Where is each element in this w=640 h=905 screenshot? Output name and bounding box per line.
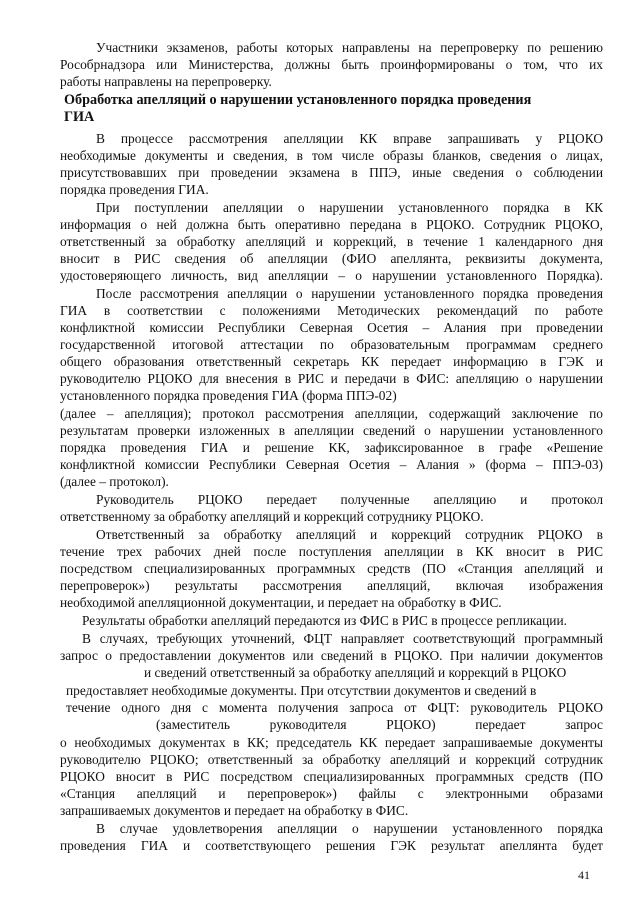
text-line: Руководитель РЦОКО передает полученные апелляцию и протокол xyxy=(96,492,603,507)
text-line: (далее – апелляция); протокол рассмотрения апелляции, содержащий заключение по xyxy=(60,406,603,421)
text-line: ответственному за обработку апелляций и коррекций сотруднику РЦОКО. xyxy=(60,509,484,524)
text-line: конфликтной комиссии Республики Северная Осетия – Алания при проведении xyxy=(60,320,603,335)
text-line: течение одного дня с момента получения запроса от ФЦТ: руководитель РЦОКО xyxy=(66,700,603,715)
text-line: В случае удовлетворения апелляции о нарушении установленного порядка xyxy=(96,821,603,836)
text-line: установленного порядка проведения ГИА (форма ППЭ-02) xyxy=(60,388,397,403)
text-line: В процессе рассмотрения апелляции КК вправе запрашивать у РЦОКО xyxy=(96,131,603,146)
section-heading-line: Обработка апелляций о нарушении установленного порядка проведения xyxy=(64,92,532,108)
text-line: РЦОКО вносит в РИС посредством специализированных программных средств (ПО xyxy=(60,769,603,784)
text-line: работы направлены на перепроверку. xyxy=(60,74,272,89)
text-line: руководителю РЦОКО; ответственный за обработку апелляций и коррекций сотрудник xyxy=(60,752,603,767)
text-line: посредством специализированных программных средств (ПО «Станция апелляций и xyxy=(60,561,603,576)
text-line: Рособрнадзора или Министерства, должны быть проинформированы о том, что их xyxy=(60,57,603,72)
text-line: (далее – протокол). xyxy=(60,474,169,489)
text-line: (заместитель руководителя РЦОКО) передает запрос xyxy=(156,717,603,732)
text-line: информация о ней должна быть оперативно передана в РЦОКО. Сотрудник РЦОКО, xyxy=(60,217,603,232)
text-line: государственной итоговой аттестации по образовательным программам среднего xyxy=(60,337,603,352)
text-line: о необходимых документах в КК; председатель КК передает запрашиваемые документы xyxy=(60,735,603,750)
page-number: 41 xyxy=(578,868,590,882)
text-line: общего образования ответственный секретарь КК передает информацию в ГЭК и xyxy=(60,354,603,369)
section-heading-line: ГИА xyxy=(64,109,95,125)
text-line: и сведений ответственный за обработку апелляций и коррекций в РЦОКО xyxy=(144,665,567,680)
text-line: необходимой апелляционной документации, и передает на обработку в ФИС. xyxy=(60,595,502,610)
text-line: запрашиваемых документов и передает на обработку в ФИС. xyxy=(60,803,409,818)
text-line: порядка проведения ГИА. xyxy=(60,182,209,197)
text-line: результатам проверки изложенных в апелляции сведений о нарушении установленного xyxy=(60,423,603,438)
text-line: руководителю РЦОКО для внесения в РИС и передачи в ФИС: апелляцию о нарушении xyxy=(60,371,603,386)
text-line: удостоверяющего личность, вид апелляции – о нарушении установленного Порядка). xyxy=(60,268,603,283)
text-line: ГИА в соответствии с положениями Методических рекомендаций по работе xyxy=(60,303,603,318)
text-line: конфликтной комиссии Республики Северная Осетия – Алания » (форма – ППЭ-03) xyxy=(60,457,603,472)
text-line: присутствовавших при проведении экзамена в ППЭ, иные сведения о соблюдении xyxy=(60,165,603,180)
text-line: Результаты обработки апелляций передаются из ФИС в РИС в процессе репликации. xyxy=(82,613,567,628)
text-line: порядка проведения ГИА и решение КК, зафиксированное в графе «Решение xyxy=(60,440,603,455)
text-line: «Станция апелляций и перепроверок») файлы с электронными образами xyxy=(60,786,603,801)
text-line: проведения ГИА и соответствующего решения ГЭК результат апеллянта будет xyxy=(60,838,603,853)
text-line: В случаях, требующих уточнений, ФЦТ направляет соответствующий программный xyxy=(82,631,603,646)
text-line: Участники экзаменов, работы которых направлены на перепроверку по решению xyxy=(96,40,603,55)
text-line: При поступлении апелляции о нарушении установленного порядка в КК xyxy=(96,200,603,215)
text-line: Ответственный за обработку апелляций и коррекций сотрудник РЦОКО в xyxy=(96,527,603,542)
text-line: ответственный за обработку апелляций и коррекций, в течение 1 календарного дня xyxy=(60,234,603,249)
text-line: После рассмотрения апелляции о нарушении установленного порядка проведения xyxy=(96,286,603,301)
text-line: течение трех рабочих дней после поступления апелляции в КК вносит в РИС xyxy=(60,544,603,559)
text-line: предоставляет необходимые документы. При отсутствии документов и сведений в xyxy=(66,683,537,698)
text-line: перепроверок») результаты рассмотрения апелляций, включая изображения xyxy=(60,578,603,593)
text-line: вносит в РИС сведения об апелляции (ФИО апеллянта, реквизиты документа, xyxy=(60,251,603,266)
text-line: запрос о предоставлении документов или сведений в РЦОКО. При наличии документов xyxy=(60,648,603,663)
text-line: необходимые документы и сведения, в том числе образы бланков, сведения о лицах, xyxy=(60,148,603,163)
